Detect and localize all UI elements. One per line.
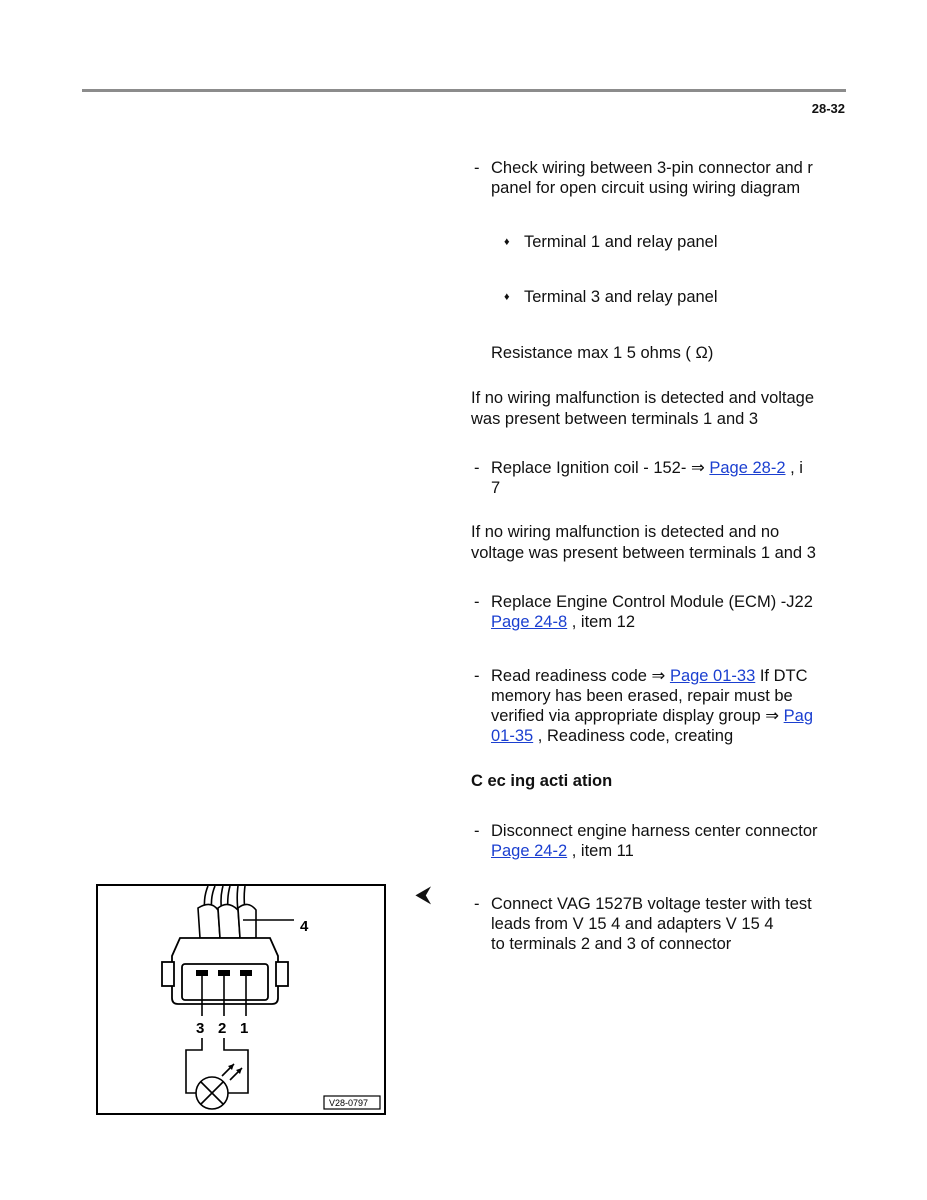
connector-diagram (96, 884, 386, 1115)
step-text: panel for open circuit using wiring diagram (491, 179, 801, 197)
resistance-text: Resistance max 1 5 ohms ( Ω) (491, 344, 714, 362)
step-text: Disconnect engine harness center connector (491, 822, 818, 840)
connector-diagram-svg (98, 886, 384, 1113)
pin-label-1: 1 (240, 1020, 249, 1037)
step-text: Read readiness code ⇒ Page 01-33 If DTC (491, 667, 808, 685)
bullet-icon: ♦ (504, 291, 510, 303)
step-dash: - (474, 822, 480, 840)
step-dash: - (474, 667, 480, 685)
condition-no-voltage (471, 522, 816, 563)
link-page-24-8[interactable]: Page 24-8 (491, 613, 568, 631)
step-text: Page 24-8 , item 12 (491, 613, 636, 631)
link-page-01-35-cont[interactable]: 01-35 (491, 727, 534, 745)
page-number: 28-32 (811, 101, 845, 116)
step-dash: - (474, 593, 480, 611)
step-text: leads from V 15 4 and adapters V 15 4 (491, 915, 774, 933)
condition-text: was present between terminals 1 and 3 (471, 409, 759, 428)
step-text: Replace Ignition coil - 152- ⇒ Page 28-2 , i (491, 459, 803, 477)
step-dash: - (474, 159, 480, 177)
step-text: to terminals 2 and 3 of connector (491, 935, 732, 953)
link-page-01-33[interactable]: Page 01-33 (669, 667, 756, 685)
step-text: verified via appropriate display group ⇒ Pag (491, 707, 814, 725)
step-text: Connect VAG 1527B voltage tester with test (491, 895, 812, 913)
bullet-icon: ♦ (504, 236, 510, 248)
figure-pointer-icon: ⮜ (416, 884, 431, 906)
step-dash: - (474, 895, 480, 913)
procedure-column (471, 158, 846, 968)
callout-label: 4 (300, 918, 309, 935)
step-text: 01-35 , Readiness code, creating (491, 727, 734, 745)
section-heading: C ec ing acti ation (471, 772, 613, 790)
step-text: Replace Engine Control Module (ECM) -J22 (491, 593, 813, 611)
condition-voltage-present (471, 388, 814, 429)
condition-text: voltage was present between terminals 1 and 3 (471, 543, 816, 562)
bullet-text: Terminal 1 and relay panel (524, 233, 718, 251)
step-text: 7 (491, 479, 501, 497)
link-page-01-35[interactable]: Pag (783, 707, 814, 725)
step-text: memory has been erased, repair must be (491, 687, 793, 705)
condition-text: If no wiring malfunction is detected and voltage (471, 389, 815, 407)
link-page-24-2[interactable]: Page 24-2 (491, 842, 568, 860)
link-page-28-2[interactable]: Page 28-2 (709, 459, 786, 477)
step-text: Check wiring between 3-pin connector and r (491, 159, 813, 177)
pin-label-2: 2 (218, 1020, 227, 1037)
step-dash: - (474, 459, 480, 477)
figure-code: V28-0797 (329, 1098, 369, 1108)
bullet-text: Terminal 3 and relay panel (524, 288, 718, 306)
step-text: Page 24-2 , item 11 (491, 842, 634, 860)
header-rule (82, 89, 846, 92)
pin-label-3: 3 (196, 1020, 205, 1037)
condition-text: If no wiring malfunction is detected and no (471, 523, 780, 541)
